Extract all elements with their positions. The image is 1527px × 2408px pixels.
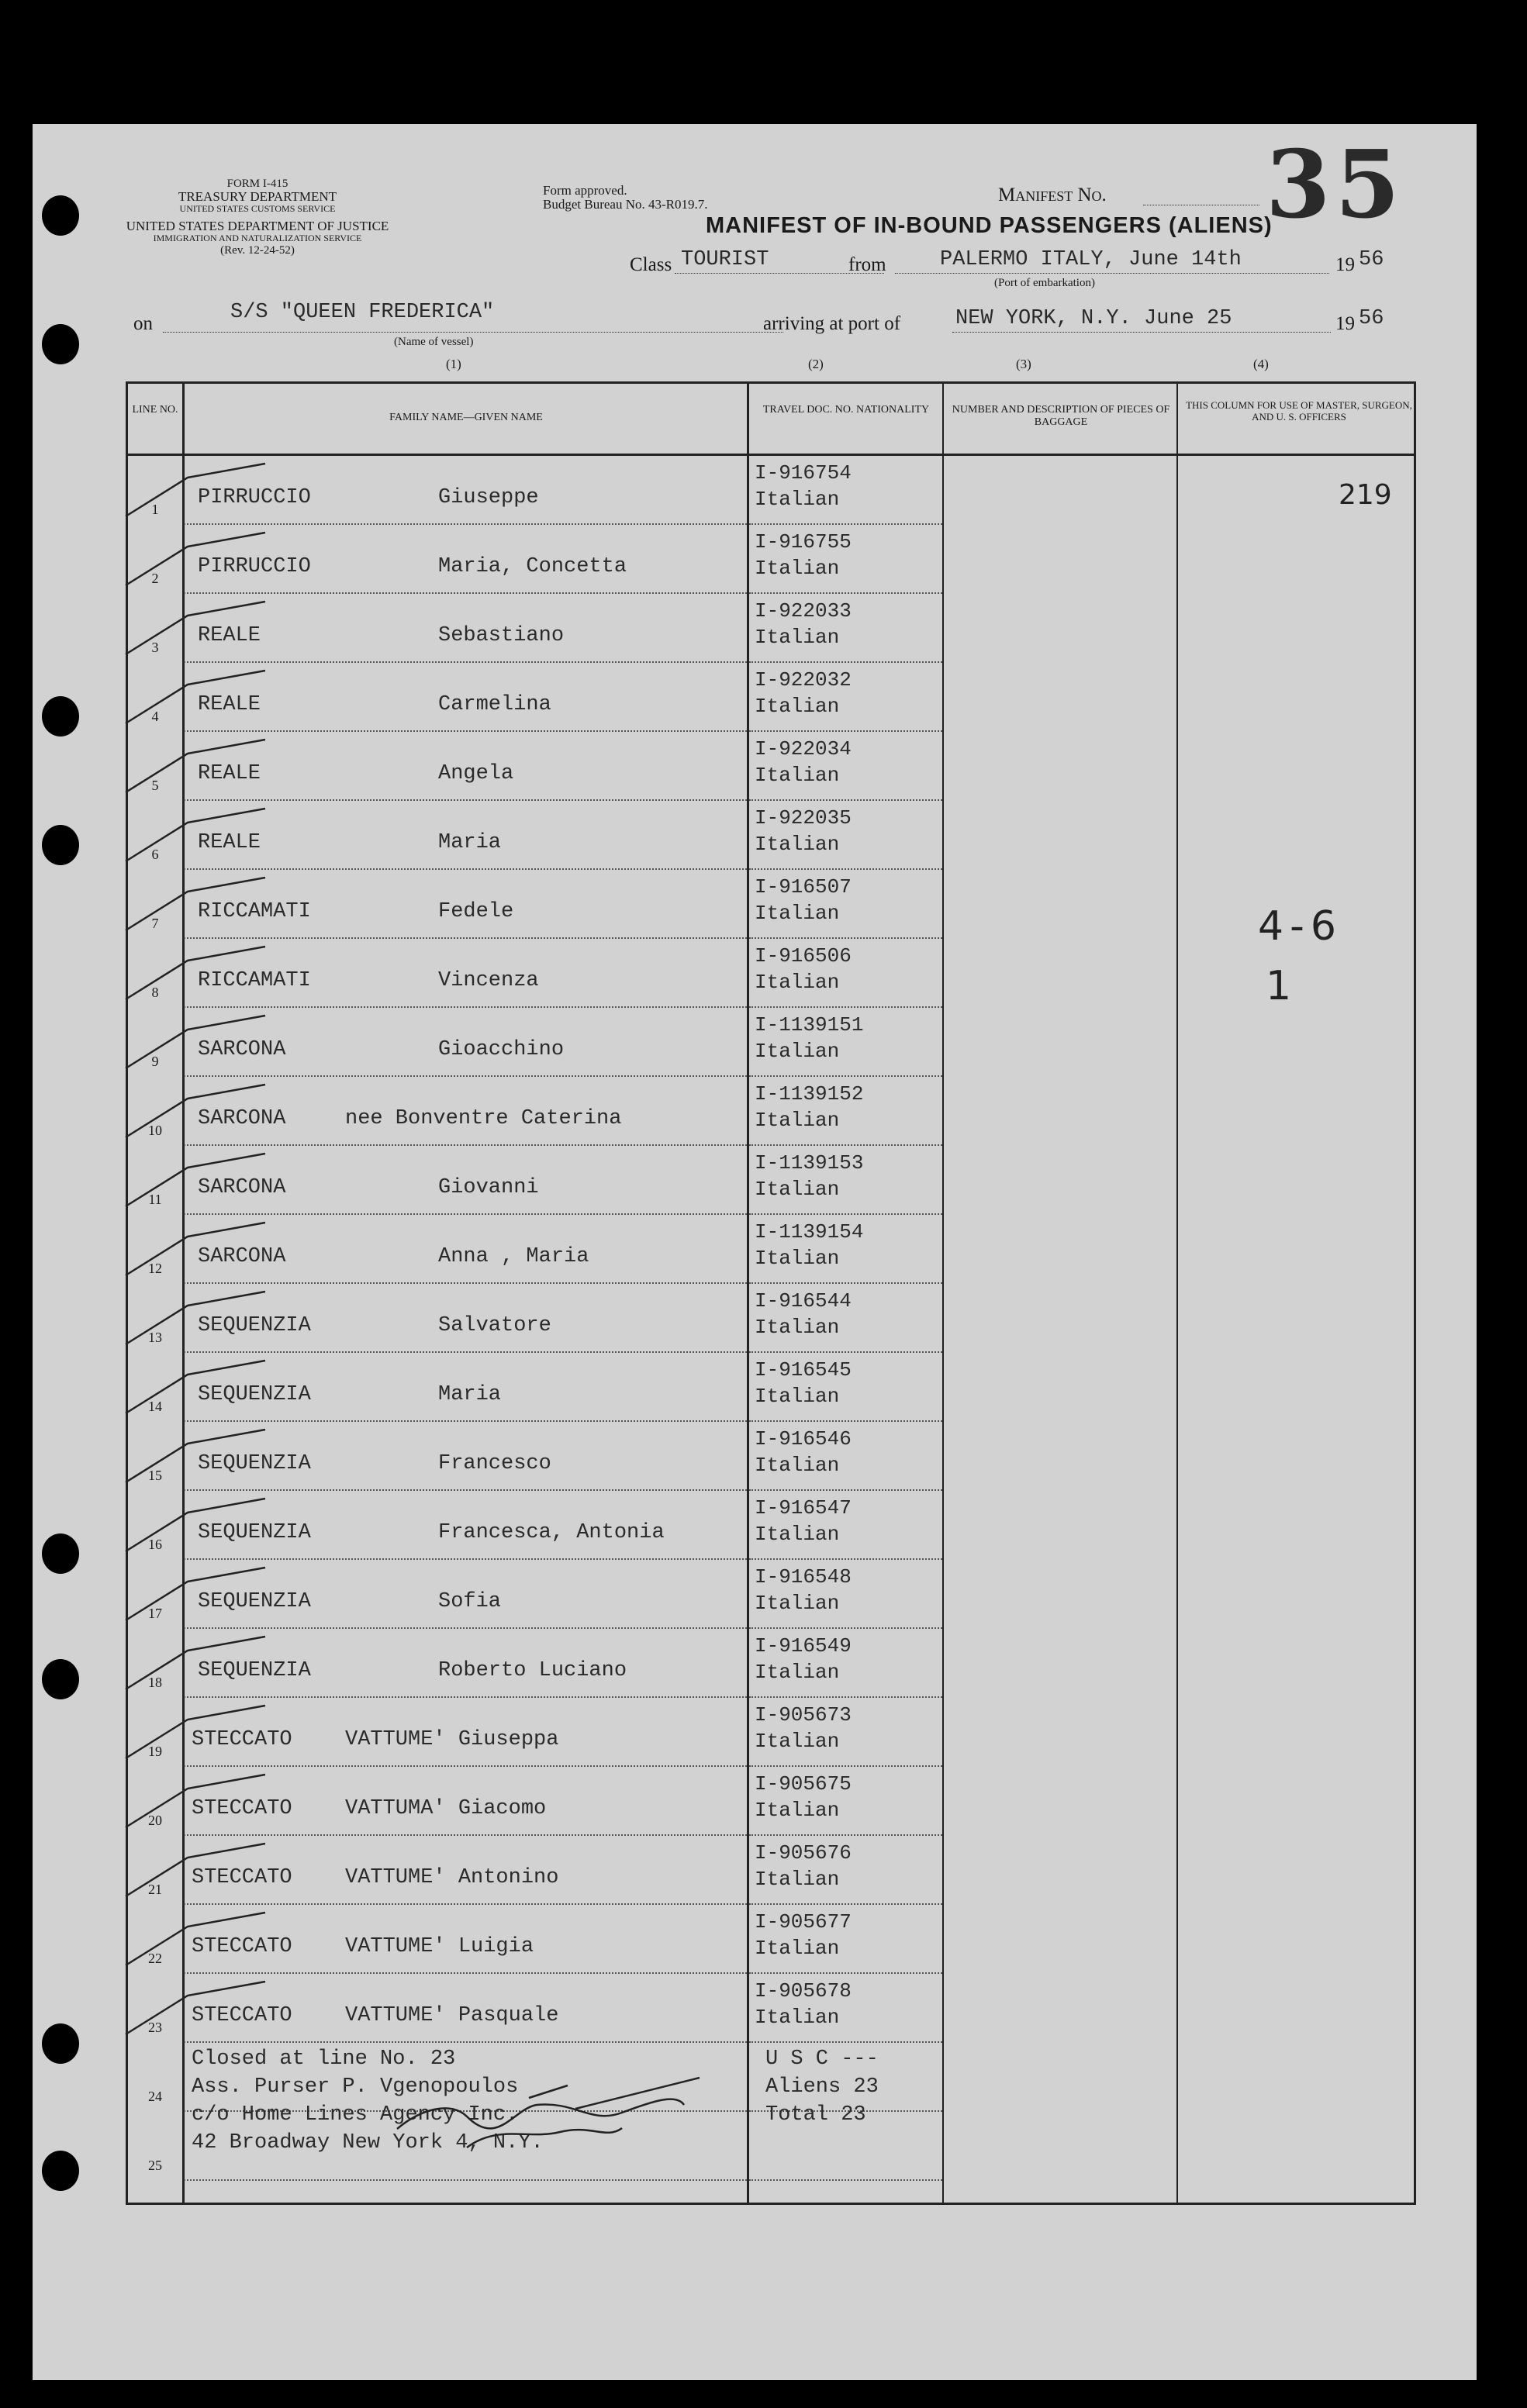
- check-mark: [126, 1361, 265, 1413]
- manifest-number: 35: [1266, 130, 1404, 240]
- check-mark: [126, 947, 265, 999]
- family-name: REALE: [198, 762, 261, 785]
- travel-doc-number: I-916506: [755, 944, 852, 968]
- check-mark: [126, 671, 265, 723]
- form-number: FORM I-415: [226, 178, 288, 190]
- nationality: Italian: [755, 1109, 840, 1132]
- check-mark: [126, 1568, 265, 1620]
- line-number: 8: [151, 985, 159, 1000]
- arriving-label: arriving at port of: [763, 313, 901, 334]
- given-name: Sebastiano: [438, 624, 565, 647]
- given-name: Maria: [438, 831, 502, 854]
- line-number: 20: [148, 1813, 162, 1828]
- family-name: PIRRUCCIO: [198, 555, 311, 578]
- given-name: nee Bonventre Caterina: [345, 1107, 622, 1130]
- closing-aliens: Aliens 23: [765, 2075, 879, 2099]
- line-number: 14: [148, 1399, 162, 1414]
- travel-doc-number: I-916544: [755, 1289, 852, 1313]
- travel-doc-number: I-1139152: [755, 1082, 864, 1106]
- travel-doc-number: I-916549: [755, 1634, 852, 1658]
- travel-doc-number: I-922034: [755, 737, 852, 761]
- line-number: 9: [151, 1054, 159, 1069]
- closing-text2: Ass. Purser P. Vgenopoulos: [192, 2075, 519, 2099]
- travel-doc-number: I-916547: [755, 1496, 852, 1520]
- from-label: from: [848, 254, 886, 275]
- check-mark: [126, 533, 265, 585]
- nationality: Italian: [755, 1454, 840, 1477]
- family-name: SARCONA: [198, 1107, 286, 1130]
- arrival-year: 56: [1359, 307, 1384, 330]
- nationality: Italian: [755, 2006, 840, 2029]
- check-mark: [126, 1637, 265, 1689]
- col-num-4: (4): [1253, 357, 1269, 371]
- line-number: 18: [148, 1675, 162, 1690]
- from-value: PALERMO ITALY, June 14th: [940, 248, 1242, 271]
- nationality: Italian: [755, 764, 840, 787]
- officer-note-row8: 1: [1266, 963, 1292, 1009]
- given-name: VATTUME' Luigia: [345, 1935, 534, 1958]
- check-marks-overlay: [33, 124, 1477, 2380]
- line-number: 13: [148, 1330, 162, 1345]
- family-name: PIRRUCCIO: [198, 486, 311, 509]
- check-mark: [126, 1913, 265, 1965]
- nationality: Italian: [755, 1040, 840, 1063]
- manifest-sheet: [33, 124, 1477, 2380]
- given-name: Vincenza: [438, 969, 539, 992]
- family-name: SEQUENZIA: [198, 1659, 311, 1682]
- family-name: RICCAMATI: [198, 900, 311, 923]
- line-number: 5: [151, 778, 159, 793]
- year-prefix-from: 19: [1335, 254, 1355, 275]
- justice-department: UNITED STATES DEPARTMENT OF JUSTICE: [126, 219, 389, 233]
- family-name: REALE: [198, 693, 261, 716]
- check-mark: [126, 740, 265, 792]
- closing-usc: U S C ---: [765, 2047, 879, 2071]
- check-mark: [126, 1499, 265, 1551]
- travel-doc-number: I-1139151: [755, 1013, 864, 1037]
- officer-code-row1: 219: [1339, 479, 1392, 511]
- given-name: Maria: [438, 1383, 502, 1406]
- line-number: 21: [148, 1882, 162, 1897]
- line-number: 4: [151, 709, 159, 724]
- line-number: 2: [151, 571, 159, 586]
- family-name: REALE: [198, 624, 261, 647]
- travel-doc-number: I-905675: [755, 1772, 852, 1796]
- class-value: TOURIST: [681, 248, 769, 271]
- given-name: Gioacchino: [438, 1038, 565, 1061]
- travel-doc-number: I-916755: [755, 530, 852, 554]
- nationality: Italian: [755, 695, 840, 718]
- given-name: VATTUME' Giuseppa: [345, 1728, 559, 1751]
- header-line-no: LINE NO.: [132, 404, 178, 416]
- given-name: Anna , Maria: [438, 1245, 589, 1268]
- nationality: Italian: [755, 557, 840, 580]
- family-name: RICCAMATI: [198, 969, 311, 992]
- family-name: SEQUENZIA: [198, 1521, 311, 1544]
- family-name: SARCONA: [198, 1038, 286, 1061]
- travel-doc-number: I-905678: [755, 1979, 852, 2003]
- family-name: SEQUENZIA: [198, 1590, 311, 1613]
- nationality: Italian: [755, 833, 840, 856]
- nationality: Italian: [755, 626, 840, 649]
- check-mark: [126, 1982, 265, 2034]
- check-mark: [126, 809, 265, 861]
- check-mark: [126, 1085, 265, 1137]
- col-num-3: (3): [1016, 357, 1031, 371]
- line-number: 25: [148, 2158, 162, 2173]
- line-number: 7: [151, 916, 159, 931]
- line-number: 10: [148, 1123, 162, 1138]
- nationality: Italian: [755, 1316, 840, 1339]
- line-number: 23: [148, 2020, 162, 2035]
- closing-text3: c/o Home Lines Agency Inc.: [192, 2103, 519, 2127]
- nationality: Italian: [755, 1247, 840, 1270]
- port-embarkation-caption: (Port of embarkation): [994, 277, 1095, 289]
- family-name: SEQUENZIA: [198, 1383, 311, 1406]
- nationality: Italian: [755, 1661, 840, 1684]
- vessel-name: S/S "QUEEN FREDERICA": [230, 301, 495, 324]
- check-mark: [126, 1775, 265, 1827]
- given-name: Francesca, Antonia: [438, 1521, 665, 1544]
- line-number: 12: [148, 1261, 162, 1276]
- given-name: VATTUME' Pasquale: [345, 2004, 559, 2027]
- travel-doc-number: I-1139154: [755, 1220, 864, 1244]
- family-name: STECCATO: [192, 1935, 292, 1958]
- arrival-value: NEW YORK, N.Y. June 25: [955, 307, 1232, 330]
- family-name: SEQUENZIA: [198, 1452, 311, 1475]
- family-name: SARCONA: [198, 1245, 286, 1268]
- travel-doc-number: I-905677: [755, 1910, 852, 1934]
- nationality: Italian: [755, 488, 840, 511]
- header-baggage: NUMBER AND DESCRIPTION OF PIECES OF BAGGAGE: [952, 404, 1170, 428]
- col-num-2: (2): [808, 357, 824, 371]
- check-mark: [126, 878, 265, 930]
- line-number: 17: [148, 1606, 162, 1621]
- year-prefix-arrival: 19: [1335, 313, 1355, 334]
- check-mark: [126, 1154, 265, 1206]
- check-mark: [126, 602, 265, 654]
- manifest-no-label: Manifest No.: [998, 185, 1107, 205]
- purser-signature: [397, 2078, 700, 2148]
- given-name: Giovanni: [438, 1176, 539, 1199]
- line-number: 16: [148, 1537, 162, 1552]
- nationality: Italian: [755, 971, 840, 994]
- travel-doc-number: I-916754: [755, 461, 852, 485]
- revision-date: (Rev. 12-24-52): [220, 244, 295, 257]
- customs-service: UNITED STATES CUSTOMS SERVICE: [179, 203, 336, 214]
- officer-note-row7: 4-6: [1258, 903, 1342, 950]
- family-name: SARCONA: [198, 1176, 286, 1199]
- class-label: Class: [630, 254, 672, 275]
- check-mark: [126, 1706, 265, 1758]
- treasury-department: TREASURY DEPARTMENT: [178, 189, 337, 204]
- check-mark: [126, 1223, 265, 1275]
- line-number: 24: [148, 2089, 162, 2104]
- line-number: 6: [151, 847, 159, 862]
- travel-doc-number: I-905676: [755, 1841, 852, 1865]
- line-number: 19: [148, 1744, 162, 1759]
- header-family-name: FAMILY NAME—GIVEN NAME: [389, 412, 543, 423]
- line-number: 3: [151, 640, 159, 655]
- given-name: Sofia: [438, 1590, 502, 1613]
- budget-bureau-no: Budget Bureau No. 43-R019.7.: [543, 197, 708, 212]
- given-name: Fedele: [438, 900, 514, 923]
- family-name: STECCATO: [192, 2004, 292, 2027]
- nationality: Italian: [755, 1592, 840, 1615]
- travel-doc-number: I-916548: [755, 1565, 852, 1589]
- travel-doc-number: I-922032: [755, 668, 852, 692]
- travel-doc-number: I-905673: [755, 1703, 852, 1727]
- given-name: Maria, Concetta: [438, 555, 627, 578]
- from-year: 56: [1359, 248, 1384, 271]
- line-number: 15: [148, 1468, 162, 1483]
- given-name: Carmelina: [438, 693, 551, 716]
- closing-text4: 42 Broadway New York 4, N.Y.: [192, 2131, 544, 2154]
- nationality: Italian: [755, 1523, 840, 1546]
- travel-doc-number: I-916507: [755, 875, 852, 899]
- nationality: Italian: [755, 1868, 840, 1891]
- travel-doc-number: I-1139153: [755, 1151, 864, 1175]
- check-mark: [126, 464, 265, 516]
- family-name: STECCATO: [192, 1866, 292, 1889]
- check-mark: [126, 1430, 265, 1482]
- family-name: REALE: [198, 831, 261, 854]
- given-name: Roberto Luciano: [438, 1659, 627, 1682]
- nationality: Italian: [755, 1799, 840, 1822]
- nationality: Italian: [755, 1178, 840, 1201]
- family-name: STECCATO: [192, 1797, 292, 1820]
- nationality: Italian: [755, 1937, 840, 1960]
- travel-doc-number: I-922035: [755, 806, 852, 830]
- closing-text1: Closed at line No. 23: [192, 2047, 456, 2071]
- family-name: STECCATO: [192, 1728, 292, 1751]
- line-number: 11: [148, 1192, 162, 1207]
- closing-total: Total 23: [765, 2103, 866, 2127]
- col-num-1: (1): [446, 357, 461, 371]
- check-mark: [126, 1844, 265, 1896]
- given-name: Angela: [438, 762, 514, 785]
- line-number: 22: [148, 1951, 162, 1966]
- nationality: Italian: [755, 1385, 840, 1408]
- given-name: Francesco: [438, 1452, 551, 1475]
- manifest-title: MANIFEST OF IN-BOUND PASSENGERS (ALIENS): [706, 213, 1273, 238]
- travel-doc-number: I-916545: [755, 1358, 852, 1382]
- nationality: Italian: [755, 902, 840, 925]
- travel-doc-number: I-916546: [755, 1427, 852, 1451]
- travel-doc-number: I-922033: [755, 599, 852, 623]
- form-approved: Form approved.: [543, 183, 627, 198]
- check-mark: [126, 1016, 265, 1068]
- given-name: VATTUMA' Giacomo: [345, 1797, 547, 1820]
- given-name: Salvatore: [438, 1314, 551, 1337]
- line-number: 1: [151, 502, 159, 517]
- given-name: Giuseppe: [438, 486, 539, 509]
- header-travel-doc: TRAVEL DOC. NO. NATIONALITY: [762, 404, 930, 416]
- check-mark: [126, 1292, 265, 1344]
- immigration-service: IMMIGRATION AND NATURALIZATION SERVICE: [153, 233, 362, 243]
- family-name: SEQUENZIA: [198, 1314, 311, 1337]
- header-officers: THIS COLUMN FOR USE OF MASTER, SURGEON, AND U. S. OFFICERS: [1186, 399, 1412, 423]
- given-name: VATTUME' Antonino: [345, 1866, 559, 1889]
- vessel-caption: (Name of vessel): [394, 336, 474, 348]
- on-label: on: [133, 313, 153, 334]
- nationality: Italian: [755, 1730, 840, 1753]
